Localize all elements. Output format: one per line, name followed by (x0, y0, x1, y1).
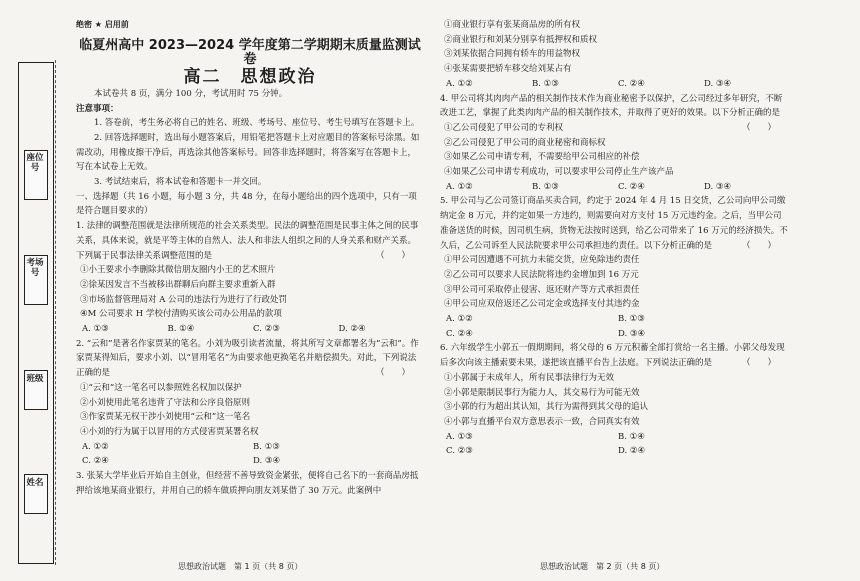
q6-option-c: C. ②③ (446, 446, 473, 457)
q5-option-d: D. ③④ (618, 328, 646, 339)
q5-statement-2: ②乙公司可以要求人民法院将违约金增加到 16 万元 (444, 269, 639, 280)
q1-statement-1: ①小王要求小李删除其微信朋友圈内小王的艺术照片 (80, 265, 276, 276)
q2-option-b: B. ①③ (253, 441, 280, 452)
seat-label: 座位号 (26, 153, 44, 173)
q1-option-a: A. ①③ (82, 324, 109, 335)
q1-option-c: C. ②③ (253, 324, 280, 335)
q3-statement-4: ④张某需要把轿车移交给刘某占有 (444, 64, 572, 75)
question-4 (440, 92, 790, 195)
right-column (440, 18, 790, 459)
q2-option-c: C. ②④ (82, 456, 109, 467)
exam-info: 本试卷共 8 页，满分 100 分，考试用时 75 分钟。 (94, 88, 288, 99)
q2-stem: 2. “云和”是著名作家贾某的笔名。小刘为吸引读者流量，将其所写文章都署名为“云和”。作家贾某得知后，要求小刘、以“冒用笔名”为由要求他更换笔名并赔偿损失。对此，下列说法正确的是 (76, 338, 419, 379)
q3-statement-2: ②商业银行和刘某分别享有抵押权和质权 (444, 34, 598, 45)
question-3-continued (440, 18, 790, 92)
question-1 (76, 219, 424, 337)
secret-mark: 绝密 ★ 启用前 (76, 20, 129, 29)
q4-statement-2: ②乙公司侵犯了甲公司的商业秘密和商标权 (444, 137, 606, 148)
left-column (76, 18, 424, 499)
section-heading: 一、选择题（共 16 小题，每小题 3 分，共 48 分，在每小题给出的四个选项中，只有一项是符合题目要求的） (76, 191, 417, 217)
note-2: 2. 回答选择题时，选出每小题答案后，用铅笔把答题卡上对应题目的答案标号涂黑。如需改动，用橡皮擦干净后，再选涂其他答案标号。回答非选择题时，将答案写在答题卡上，写在本试卷上无效。 (76, 132, 420, 173)
notes-heading: 注意事项： (76, 103, 119, 114)
q3-option-d: D. ③④ (704, 78, 732, 89)
question-2 (76, 337, 424, 469)
question-6 (440, 341, 790, 459)
q2-statement-3: ③作家贾某无权干涉小刘使用“云和”这一笔名 (80, 412, 251, 423)
q6-option-a: A. ①③ (446, 431, 473, 442)
q1-statement-3: ③市场监督管理局对 A 公司的违法行为进行了行政处罚 (80, 294, 288, 305)
q3-option-a: A. ①② (446, 78, 473, 89)
q1-statement-4: ④M 公司要求 H 学校付清购买该公司办公用品的款项 (80, 309, 282, 320)
footer-page-1: 思想政治试题 第 1 页（共 8 页） (178, 562, 303, 571)
q4-option-c: C. ②④ (618, 181, 645, 192)
q6-statement-3: ③小郭的行为超出其认知，其行为需得到其父母的追认 (444, 402, 649, 413)
q3-statement-3: ③刘某依据合同拥有轿车的用益物权 (444, 49, 581, 60)
question-5 (440, 194, 790, 341)
q3-option-c: C. ②④ (618, 78, 645, 89)
cut-line (55, 60, 56, 565)
note-3: 3. 考试结束后，将本试卷和答题卡一并交回。 (94, 177, 267, 188)
q6-stem: 6. 六年级学生小郭五一假期期间，将父母的 6 万元积蓄全部打赏给一名主播。小郭父母发现后多次向该主播索要未果，遂把该直播平台告上法庭。下列说法正确的是 (440, 343, 785, 369)
q4-option-d: D. ③④ (704, 181, 732, 192)
q5-statement-4: ④甲公司应双倍返还乙公司定金或选择支付其违约金 (444, 299, 640, 310)
q1-stem: 1. 法律的调整范围就是法律所规范的社会关系类型。民法的调整范围是民事主体之间的民事关系，具体来说，就是平等主体的自然人、法人和非法人组织之间的人身关系和财产关系。下列属于民事法律关系调整范围的是 (76, 221, 419, 261)
q3-stem: 3. 张某大学毕业后开始自主创业，但经营不善导致资金紧张，便将自己名下的一套商品房抵押给该地某商业银行，并用自己的轿车做质押向朋友刘某借了 30 万元。此案例中 (76, 471, 419, 496)
q2-statement-1: ①“云和”这一笔名可以参照姓名权加以保护 (80, 382, 242, 393)
q5-option-a: A. ①② (446, 314, 473, 325)
q5-option-c: C. ②④ (446, 328, 473, 339)
q4-statement-3: ③如果乙公司申请专利，不需要给甲公司相应的补偿 (444, 152, 640, 163)
q2-paren: （ ） (375, 368, 410, 379)
name-label: 姓名 (26, 478, 44, 488)
subject-title: 高二 思想政治 (183, 67, 317, 88)
q4-option-b: B. ①③ (532, 181, 559, 192)
q5-paren: （ ） (741, 240, 776, 251)
q1-option-d: D. ②④ (338, 324, 366, 335)
q6-option-b: B. ①④ (618, 431, 645, 442)
q1-statement-2: ②徐某因发言不当被移出群聊后向群主要求重新入群 (80, 279, 276, 290)
class-label: 班级 (26, 374, 44, 384)
q2-option-d: D. ③④ (253, 456, 281, 467)
q2-option-a: A. ①② (82, 441, 109, 452)
footer-page-2: 思想政治试题 第 2 页（共 8 页） (540, 562, 665, 571)
q5-stem: 5. 甲公司与乙公司签订商品买卖合同，约定于 2024 年 4 月 15 日交货，乙公司向甲公司缴纳定金 8 万元，并约定如果一方违约，则需要向对方支付 15 万元违约金。之后，当甲公司准备送货的时候，因司机生病，货物无法按时送到，给乙公司带来了 16 万元的经济损失。不久后，乙公司诉至人民法院要求甲公司承担违约责任。以下分析正确的是 (440, 196, 788, 251)
q4-stem: 4. 甲公司将其肉肉产品的相关制作技术作为商业秘密予以保护，乙公司经过多年研究，不断改进工艺，掌握了此类肉肉产品的相关制作技术，并取得了更好的效果。以下分析正确的是 (440, 93, 783, 119)
q1-option-b: B. ①④ (167, 324, 195, 335)
q1-paren: （ ） (375, 250, 410, 261)
q6-statement-1: ①小郭属于未成年人，所有民事法律行为无效 (444, 372, 615, 383)
exam-title: 临夏州高中 2023—2024 学年度第二学期期末质量监测试卷 (79, 37, 421, 68)
q5-option-b: B. ①③ (618, 314, 645, 325)
q4-option-a: A. ①② (446, 181, 473, 192)
exam-room-label: 考场号 (26, 258, 44, 278)
q5-statement-1: ①甲公司因遭遇不可抗力未能交货，应免除违约责任 (444, 255, 640, 266)
q5-statement-3: ③甲公司可采取停止侵害、返还财产等方式承担责任 (444, 284, 640, 295)
q2-statement-4: ④小刘的行为属于以冒用的方式侵害贾某署名权 (80, 426, 259, 437)
q4-paren: （ ） (741, 122, 776, 133)
q3-statement-1: ①商业银行享有张某商品房的所有权 (444, 20, 581, 30)
q2-statement-2: ②小刘使用此笔名违背了守法和公序良俗原则 (80, 397, 251, 408)
q3-option-b: B. ①③ (532, 78, 559, 89)
q6-paren: （ ） (741, 358, 776, 369)
q4-statement-4: ④如果乙公司申请专利成功，可以要求甲公司停止生产该产品 (444, 167, 674, 178)
q6-statement-4: ④小郭与直播平台双方意思表示一致，合同真实有效 (444, 416, 640, 427)
q6-statement-2: ②小郭是限制民事行为能力人，其交易行为可能无效 (444, 387, 640, 398)
q6-option-d: D. ②④ (618, 446, 646, 457)
q4-statement-1: ①乙公司侵犯了甲公司的专利权 (444, 122, 564, 133)
note-1: 1. 答卷前，考生务必将自己的姓名、班级、考场号、座位号、考生号填写在答题卡上。 (94, 118, 420, 129)
